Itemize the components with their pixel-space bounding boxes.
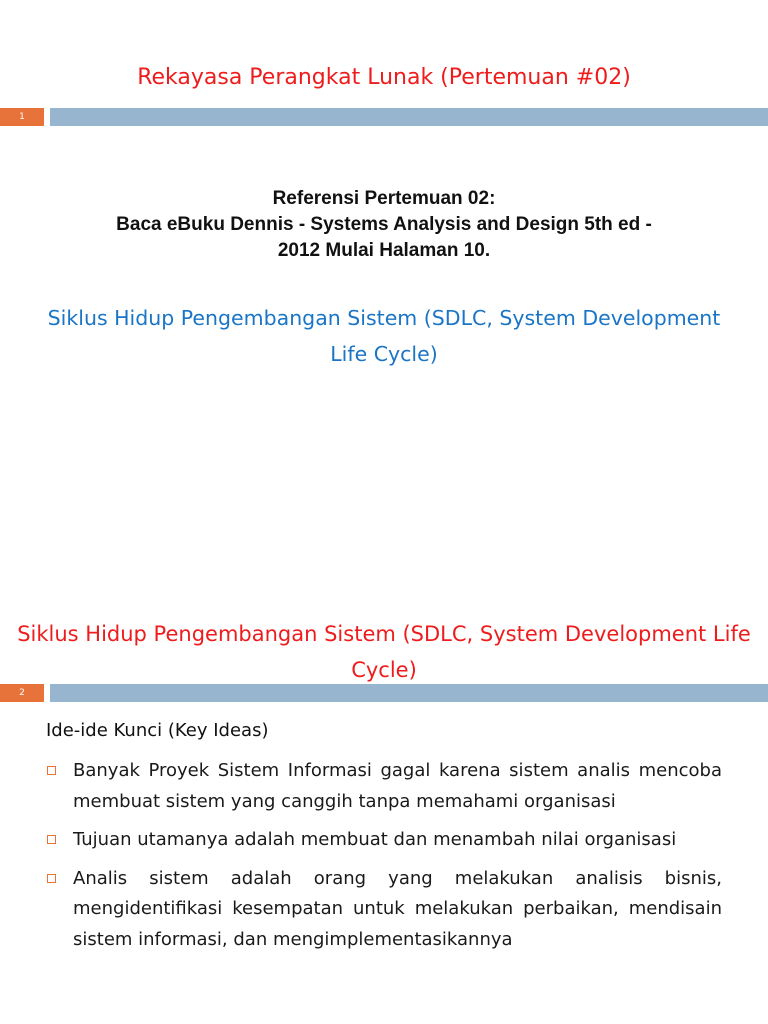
slide-number: 1 — [0, 108, 44, 126]
bullet-text: Banyak Proyek Sistem Informasi gagal karena sistem analis mencoba membuat sistem yang canggih tanpa memahami organisasi — [73, 760, 722, 812]
section-heading: Ide-ide Kunci (Key Ideas) — [46, 720, 269, 741]
slide-number-bar — [0, 684, 768, 702]
bullet-item — [46, 864, 722, 956]
slide-number-bar — [0, 108, 768, 126]
square-bullet-icon — [47, 835, 56, 844]
bullet-text: Tujuan utamanya adalah membuat dan menambah nilai organisasi — [73, 829, 677, 850]
reference-line: Baca eBuku Dennis - Systems Analysis and Design 5th ed - — [116, 214, 652, 235]
bullet-item — [46, 825, 722, 856]
bullet-item — [46, 756, 722, 817]
header-strip — [50, 684, 768, 702]
reference-line: 2012 Mulai Halaman 10. — [277, 240, 491, 261]
reference-line: Referensi Pertemuan 02: — [272, 188, 496, 209]
reference-block — [0, 186, 768, 264]
slide-number: 2 — [0, 684, 44, 702]
slide-2 — [0, 596, 768, 1024]
square-bullet-icon — [47, 874, 56, 883]
square-bullet-icon — [47, 766, 56, 775]
slide-subtitle: Siklus Hidup Pengembangan Sistem (SDLC, System Development Life Cycle) — [47, 306, 721, 366]
bullet-text: Analis sistem adalah orang yang melakukan analisis bisnis, mengidentifikasi kesempatan untuk melakukan perbaikan, mendisain sistem informasi, dan mengimplementasikannya — [73, 867, 722, 950]
bullet-list — [46, 756, 722, 963]
slide-title: Rekayasa Perangkat Lunak (Pertemuan #02) — [137, 65, 631, 90]
slide-title: Siklus Hidup Pengembangan Sistem (SDLC, System Development Life Cycle) — [17, 622, 751, 682]
header-strip — [50, 108, 768, 126]
